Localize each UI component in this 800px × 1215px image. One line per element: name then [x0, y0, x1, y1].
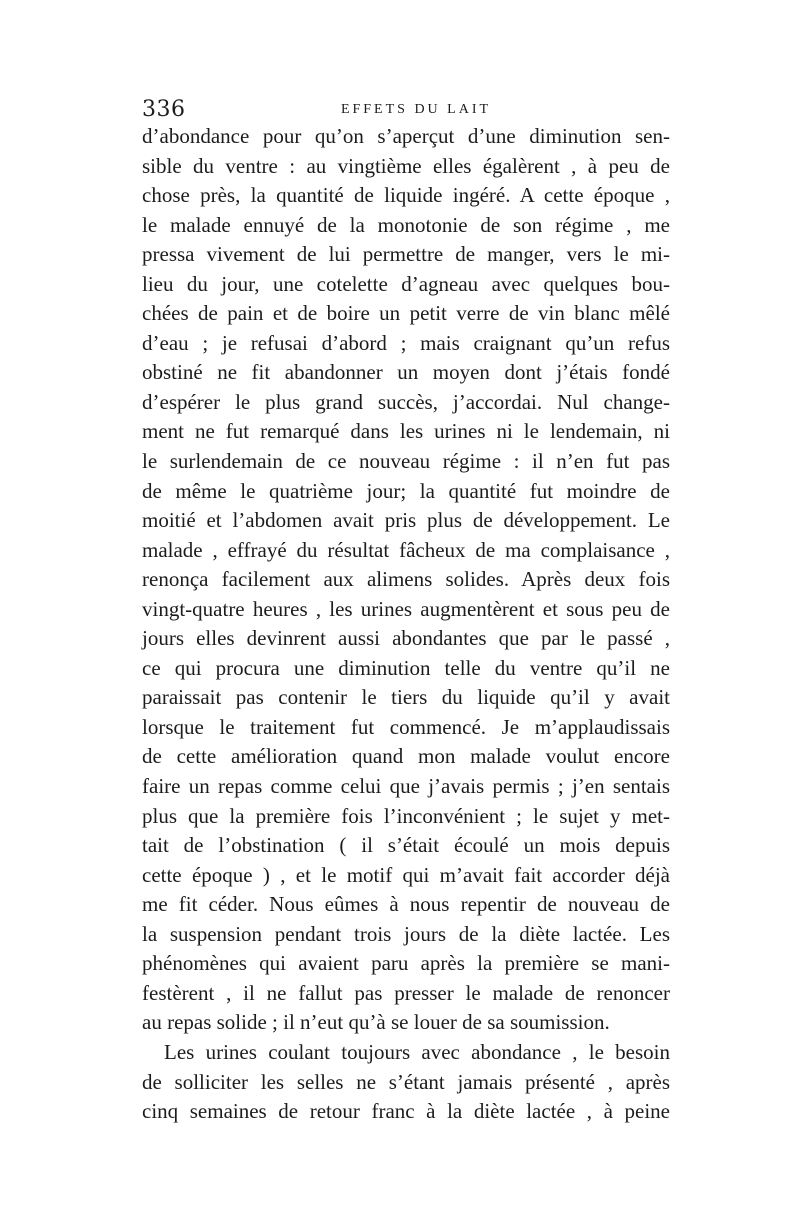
text-line: phénomènes qui avaient paru après la première se mani-: [142, 951, 670, 976]
text-line: cette époque ) , et le motif qui m’avait fait accorder déjà: [142, 862, 670, 887]
page-number: 336: [142, 97, 186, 122]
text-line: malade , effrayé du résultat fâcheux de ma complaisance ,: [142, 537, 670, 562]
text-line: sible du ventre : au vingtième elles égalèrent , à peu de: [142, 153, 670, 178]
body-text: [142, 122, 670, 1127]
text-line: d’abondance pour qu’on s’aperçut d’une diminution sen-: [142, 124, 670, 148]
text-line: vingt-quatre heures , les urines augmentèrent et sous peu de: [142, 596, 670, 621]
text-line: plus que la première fois l’inconvénient ; le sujet y met-: [142, 803, 670, 828]
text-line: paraissait pas contenir le tiers du liquide qu’il y avait: [142, 685, 670, 710]
text-line: le malade ennuyé de la monotonie de son régime , me: [142, 212, 670, 237]
running-head: EFFETS DU LAIT: [340, 102, 492, 117]
text-line: le surlendemain de ce nouveau régime : il n’en fut pas: [142, 449, 670, 474]
text-line: faire un repas comme celui que j’avais permis ; j’en sentais: [142, 774, 670, 799]
text-line: ce qui procura une diminution telle du ventre qu’il ne: [142, 655, 670, 680]
text-line: jours elles devinrent aussi abondantes que par le passé ,: [142, 626, 670, 651]
text-line: festèrent , il ne fallut pas presser le malade de renoncer: [142, 980, 670, 1005]
text-line: d’espérer le plus grand succès, j’accordai. Nul change-: [142, 389, 670, 414]
text-line: de cette amélioration quand mon malade voulut encore: [142, 744, 670, 769]
text-line: tait de l’obstination ( il s’était écoulé un mois depuis: [142, 833, 670, 858]
text-line: me fit céder. Nous eûmes à nous repentir de nouveau de: [142, 892, 670, 917]
text-line: moitié et l’abdomen avait pris plus de développement. Le: [142, 508, 670, 533]
text-line: de solliciter les selles ne s’étant jamais présenté , après: [142, 1069, 670, 1094]
text-line: la suspension pendant trois jours de la diète lactée. Les: [142, 921, 670, 946]
text-line: obstiné ne fit abandonner un moyen dont j’étais fondé: [142, 360, 670, 385]
text-line: de même le quatrième jour; la quantité fut moindre de: [142, 478, 670, 503]
paragraph-end-line: au repas solide ; il n’eut qu’à se louer de sa soumission.: [142, 1010, 610, 1035]
text-line: d’eau ; je refusai d’abord ; mais craignant qu’un refus: [142, 330, 670, 355]
text-line: lorsque le traitement fut commencé. Je m’applaudissais: [142, 714, 670, 739]
text-line: renonça facilement aux alimens solides. Après deux fois: [142, 567, 670, 592]
text-line: lieu du jour, une cotelette d’agneau avec quelques bou-: [142, 271, 670, 296]
paragraph-start-line: Les urines coulant toujours avec abondance , le besoin: [164, 1039, 670, 1064]
page-header: [142, 96, 670, 124]
text-line: cinq semaines de retour franc à la diète lactée , à peine: [142, 1099, 670, 1124]
text-line: pressa vivement de lui permettre de manger, vers le mi-: [142, 242, 670, 267]
text-line: chose près, la quantité de liquide ingéré. A cette époque ,: [142, 183, 670, 208]
text-line: ment ne fut remarqué dans les urines ni le lendemain, ni: [142, 419, 670, 444]
text-line: chées de pain et de boire un petit verre de vin blanc mêlé: [142, 301, 670, 326]
